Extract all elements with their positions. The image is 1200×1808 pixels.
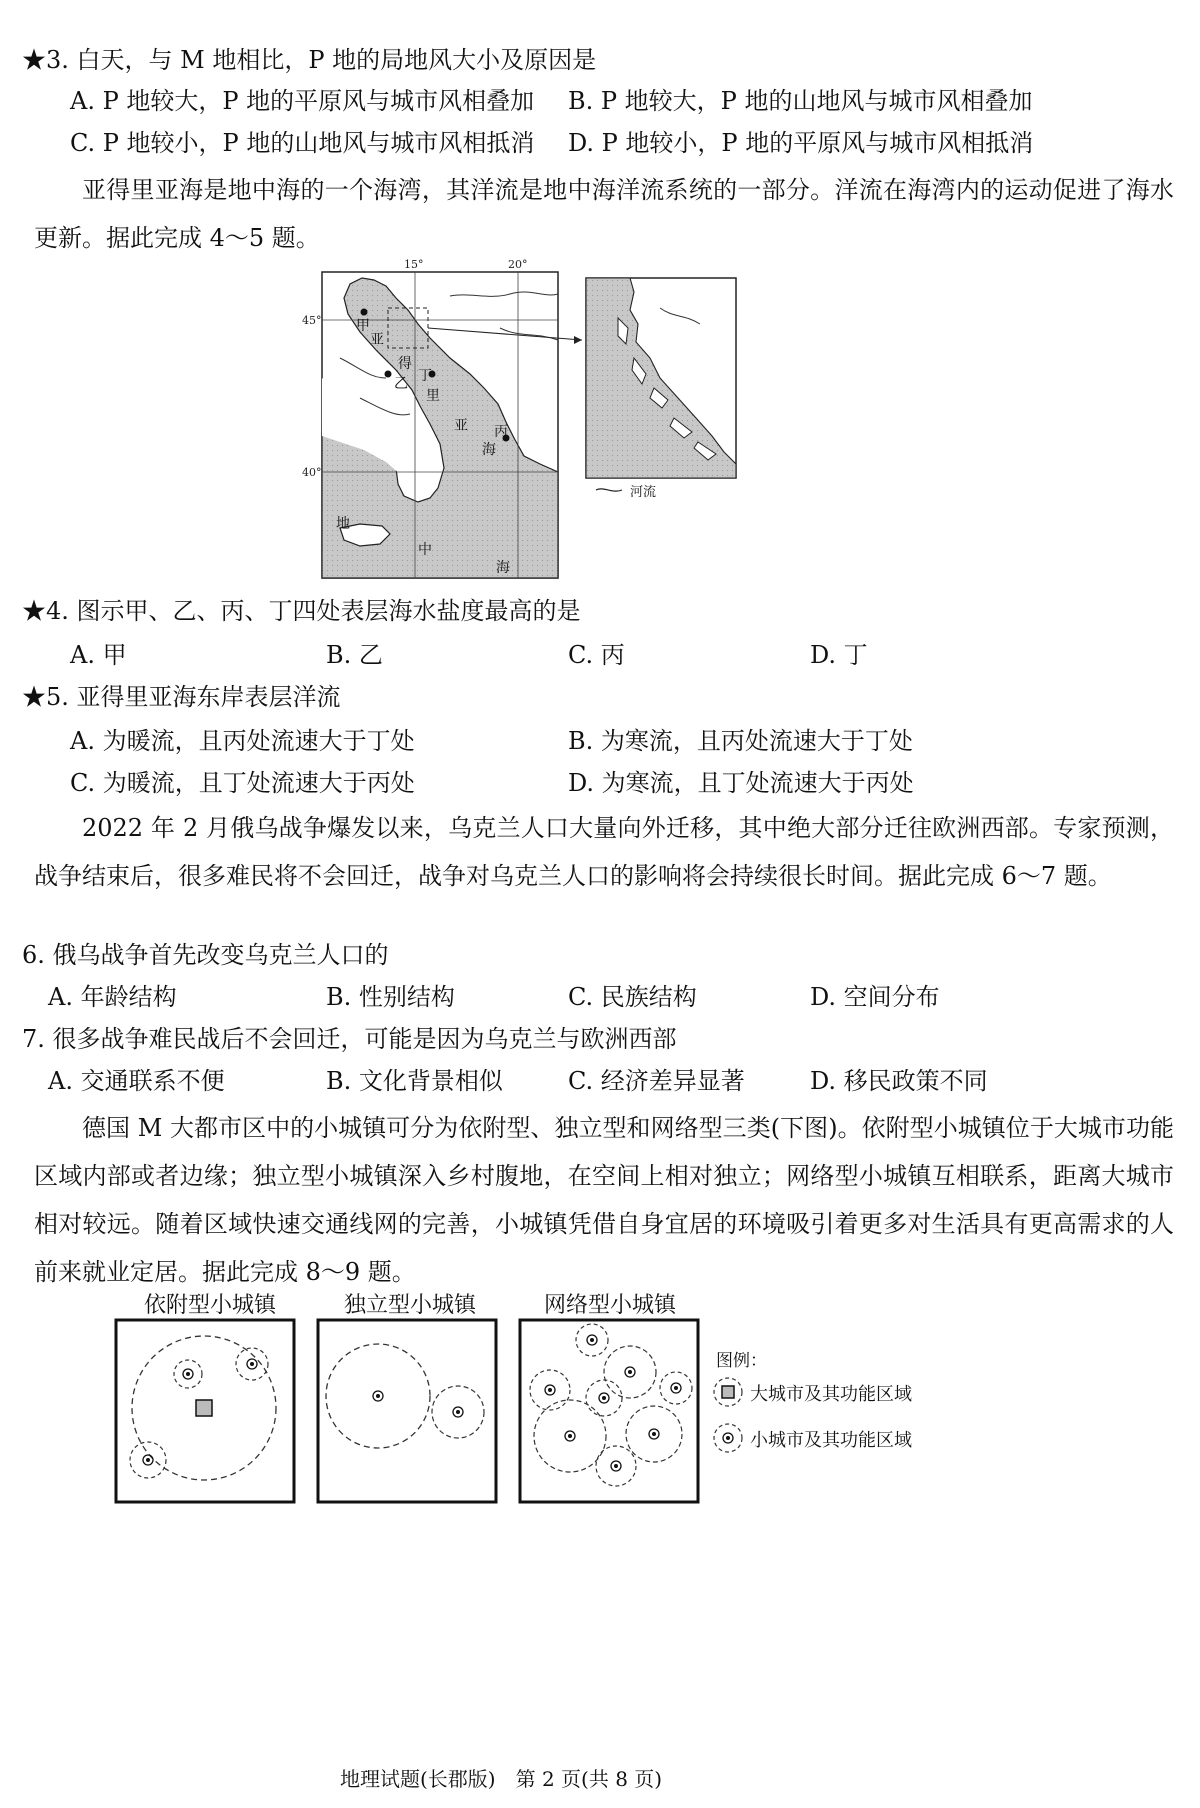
legend-small-city: 小城市及其功能区域 [750,1430,912,1451]
q7-option-d: D. 移民政策不同 [810,1067,988,1095]
town-types-figure [110,1316,940,1508]
q5-option-d: D. 为寒流，且丁处流速大于丙处 [568,769,914,797]
point-bing-label: 丙 [494,424,508,440]
lat-40-label: 40° [302,466,322,479]
point-ding-label: 丁 [418,368,432,384]
river-legend-symbol [596,489,622,491]
q5-option-a: A. 为暖流，且丙处流速大于丁处 [70,727,415,755]
q4-option-a: A. 甲 [70,641,127,669]
q7-option-a: A. 交通联系不便 [48,1067,225,1095]
med-char-2: 中 [418,542,432,558]
q6-option-a: A. 年龄结构 [48,983,177,1011]
sea-char-2: 得 [398,356,412,372]
fig-title-independent: 独立型小城镇 [344,1293,477,1318]
fig-title-dependent: 依附型小城镇 [144,1293,277,1318]
q4-stem: ★4. 图示甲、乙、丙、丁四处表层海水盐度最高的是 [22,597,581,625]
sea-char-1: 亚 [370,332,384,348]
point-jia-label: 甲 [356,318,370,334]
intro-q4-5: 亚得里亚海是地中海的一个海湾，其洋流是地中海洋流系统的一部分。洋流在海湾内的运动促进了海水更新。据此完成 4～5 题。 [34,176,1174,252]
q3-option-d: D. P 地较小，P 地的平原风与城市风相抵消 [568,129,1034,157]
q3-option-b: B. P 地较大，P 地的山地风与城市风相叠加 [568,87,1033,115]
q3-option-c: C. P 地较小，P 地的山地风与城市风相抵消 [70,129,535,157]
river-legend-label: 河流 [630,485,657,500]
q4-option-b: B. 乙 [326,641,383,669]
q6-stem: 6. 俄乌战争首先改变乌克兰人口的 [22,941,389,969]
point-yi-label: 乙 [394,376,408,392]
q5-option-c: C. 为暖流，且丁处流速大于丙处 [70,769,415,797]
fig-title-network: 网络型小城镇 [544,1293,677,1318]
q4-option-d: D. 丁 [810,641,868,669]
med-char-1: 地 [336,516,350,532]
legend-title: 图例： [716,1351,767,1371]
q3-option-a: A. P 地较大，P 地的平原风与城市风相叠加 [70,87,535,115]
sea-char-3: 里 [426,388,440,404]
adriatic-map-figure [300,228,770,580]
sea-char-4: 亚 [454,418,468,434]
q5-stem: ★5. 亚得里亚海东岸表层洋流 [22,683,341,711]
lon-15-label: 15° [404,258,424,271]
intro-q8-9: 德国 M 大都市区中的小城镇可分为依附型、独立型和网络型三类(下图)。依附型小城镇位于大城市功能区域内部或者边缘；独立型小城镇深入乡村腹地，在空间上相对独立；网络型小城镇互相联系，距离大城市相对较远。随着区域快速交通线网的完善，小城镇凭借自身宜居的环境吸引着更多对生活具有更高需求的人前来就业定居。据此完成 8～9 题。 [34,1114,1174,1286]
page-footer: 地理试题(长郡版) 第 2 页(共 8 页) [340,1767,663,1791]
q6-option-b: B. 性别结构 [326,983,455,1011]
lon-20-label: 20° [508,258,528,271]
lat-45-label: 45° [302,314,322,327]
intro-q6-7: 2022 年 2 月俄乌战争爆发以来，乌克兰人口大量向外迁移，其中绝大部分迁往欧洲西部。专家预测，战争结束后，很多难民将不会回迁，战争对乌克兰人口的影响将会持续很长时间。据此完成 6～7 题。 [34,814,1174,890]
q4-option-c: C. 丙 [568,641,625,669]
q6-option-d: D. 空间分布 [810,983,940,1011]
q7-option-b: B. 文化背景相似 [326,1067,503,1095]
q6-option-c: C. 民族结构 [568,983,697,1011]
q7-stem: 7. 很多战争难民战后不会回迁，可能是因为乌克兰与欧洲西部 [22,1025,677,1053]
med-char-3: 海 [496,560,510,576]
q5-option-b: B. 为寒流，且丙处流速大于丁处 [568,727,913,755]
q7-option-c: C. 经济差异显著 [568,1067,745,1095]
sea-char-5: 海 [482,442,496,458]
legend-big-city: 大城市及其功能区域 [750,1384,912,1405]
q3-stem: ★3. 白天，与 M 地相比，P 地的局地风大小及原因是 [22,46,597,74]
